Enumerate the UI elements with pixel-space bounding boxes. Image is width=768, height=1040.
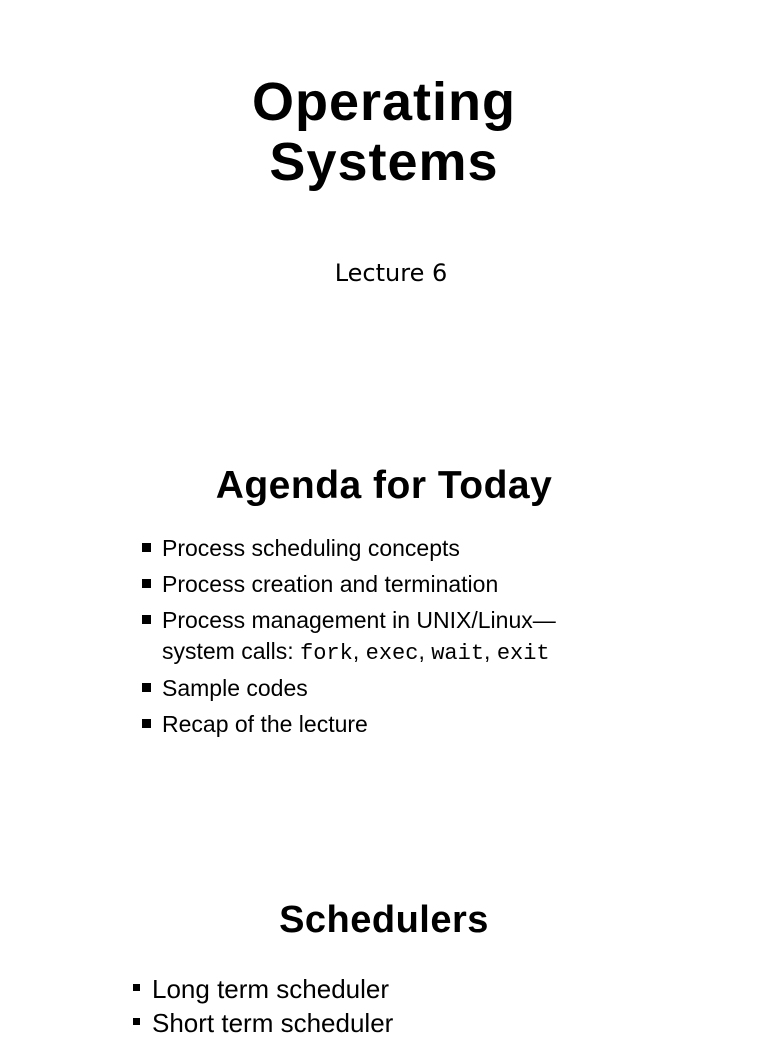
scheduler-item xyxy=(152,1006,672,1040)
code-wait: wait xyxy=(431,641,485,666)
agenda-item xyxy=(162,569,682,600)
schedulers-list xyxy=(152,972,672,1040)
square-bullet-icon xyxy=(142,719,151,728)
code-fork: fork xyxy=(300,641,353,666)
title-line-1: Operating xyxy=(251,72,517,132)
square-bullet-icon xyxy=(142,683,151,692)
square-bullet-icon xyxy=(142,579,151,588)
schedulers-title: Schedulers xyxy=(279,899,489,941)
square-bullet-icon xyxy=(133,984,140,991)
agenda-item-label: Process creation and termination xyxy=(162,571,499,597)
agenda-item xyxy=(162,533,682,564)
title-line-2: Systems xyxy=(269,132,499,192)
scheduler-item-label: Short term scheduler xyxy=(152,1008,394,1038)
agenda-item xyxy=(162,673,682,704)
agenda-item xyxy=(162,709,682,740)
agenda-item xyxy=(162,605,682,669)
comma-sep: , xyxy=(418,638,432,664)
agenda-item-label: Recap of the lecture xyxy=(162,711,368,737)
slide-title xyxy=(0,72,768,192)
code-exec: exec xyxy=(365,641,419,666)
lecture-subtitle: Lecture 6 xyxy=(334,259,448,287)
comma-sep: , xyxy=(484,638,497,664)
agenda-item-label: Sample codes xyxy=(162,675,308,701)
agenda-list xyxy=(162,533,682,745)
agenda-item-label: Process management in UNIX/Linux— xyxy=(162,607,556,633)
square-bullet-icon xyxy=(142,543,151,552)
agenda-title: Agenda for Today xyxy=(215,464,553,507)
syscalls-prefix: system calls: xyxy=(162,638,301,664)
agenda-item-label: Process scheduling concepts xyxy=(162,535,460,561)
scheduler-item-label: Long term scheduler xyxy=(152,974,390,1004)
code-exit: exit xyxy=(496,641,550,666)
square-bullet-icon xyxy=(142,615,151,624)
comma-sep: , xyxy=(352,638,366,664)
scheduler-item xyxy=(152,972,672,1006)
